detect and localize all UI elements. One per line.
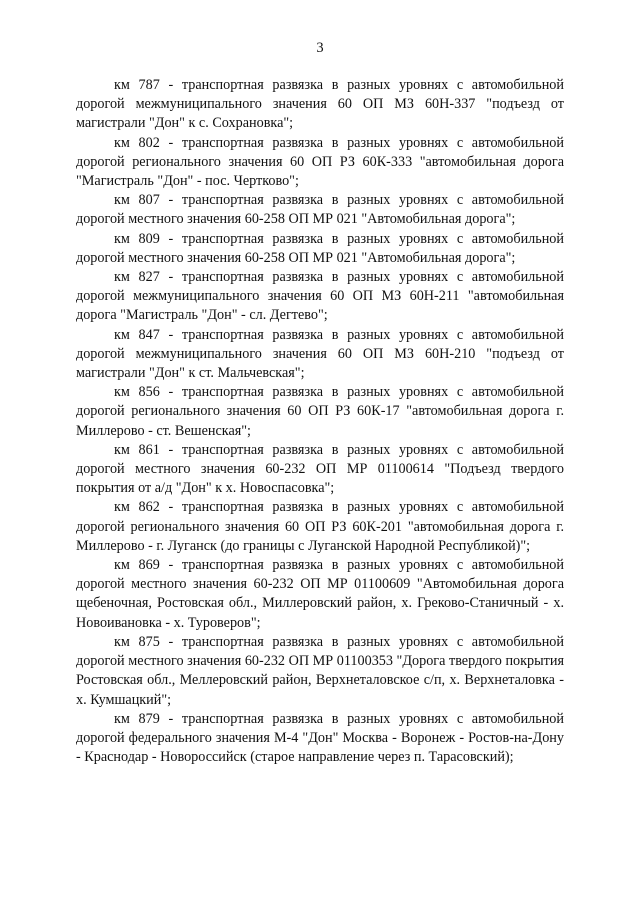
paragraph-km-807: км 807 - транспортная развязка в разных уровнях с автомобильной дорогой местного значения 60-258 ОП МР 021 "Автомобильная дорога"; bbox=[76, 192, 564, 228]
paragraph-km-862: км 862 - транспортная развязка в разных уровнях с автомобильной дорогой регионального значения 60 ОП РЗ 60К-201 "автомобильная дорога г. Миллерово - г. Луганск (до границы с Луганской Народной Республикой)"; bbox=[76, 499, 564, 554]
paragraph-km-809: км 809 - транспортная развязка в разных уровнях с автомобильной дорогой местного значения 60-258 ОП МР 021 "Автомобильная дорога"; bbox=[76, 230, 564, 266]
page-number: 3 bbox=[316, 40, 324, 56]
paragraph-km-847: км 847 - транспортная развязка в разных уровнях с автомобильной дорогой межмуниципального значения 60 ОП МЗ 60Н-210 "подъезд от магистрали "Дон" к ст. Мальчевская"; bbox=[76, 326, 564, 382]
paragraph-km-827: км 827 - транспортная развязка в разных уровнях с автомобильной дорогой межмуниципального значения 60 ОП МЗ 60Н-211 "автомобильная дорога "Магистраль "Дон" - сл. Дегтево"; bbox=[76, 269, 564, 324]
paragraph-km-879: км 879 - транспортная развязка в разных уровнях с автомобильной дорогой федерального значения М-4 "Дон" Москва - Воронеж - Ростов-на-Дону - Краснодар - Новороссийск (старое направление через п. Тарасовский); bbox=[76, 710, 564, 766]
paragraph-km-802: км 802 - транспортная развязка в разных уровнях с автомобильной дорогой регионального значения 60 ОП РЗ 60К-333 "автомобильная дорога "Магистраль "Дон" - пос. Чертково"; bbox=[76, 134, 564, 190]
paragraph-km-875: км 875 - транспортная развязка в разных уровнях с автомобильной дорогой местного значения 60-232 ОП МР 01100353 "Дорога твердого покрытия Ростовская обл., Меллеровский район, Верхнеталовское с/п, х. Верхнеталовка - х. Кумшацкий"; bbox=[76, 633, 564, 708]
paragraph-km-787: км 787 - транспортная развязка в разных уровнях с автомобильной дорогой межмуниципального значения 60 ОП МЗ 60Н-337 "подъезд от магистрали "Дон" к с. Сохрановка"; bbox=[76, 77, 564, 132]
document-body bbox=[76, 76, 564, 767]
paragraph-km-861: км 861 - транспортная развязка в разных уровнях с автомобильной дорогой местного значения 60-232 ОП МР 01100614 "Подъезд твердого покрытия от а/д "Дон" к х. Новоспасовка"; bbox=[76, 441, 564, 497]
paragraph-km-856: км 856 - транспортная развязка в разных уровнях с автомобильной дорогой регионального значения 60 ОП РЗ 60К-17 "автомобильная дорога г. Миллерово - ст. Вешенская"; bbox=[76, 384, 564, 439]
paragraph-km-869: км 869 - транспортная развязка в разных уровнях с автомобильной дорогой местного значения 60-232 ОП МР 01100609 "Автомобильная дорога щебеночная, Ростовская обл., Миллеровский район, х. Греково-Станичный - х. Новоивановка - х. Туроверов"; bbox=[76, 557, 564, 631]
